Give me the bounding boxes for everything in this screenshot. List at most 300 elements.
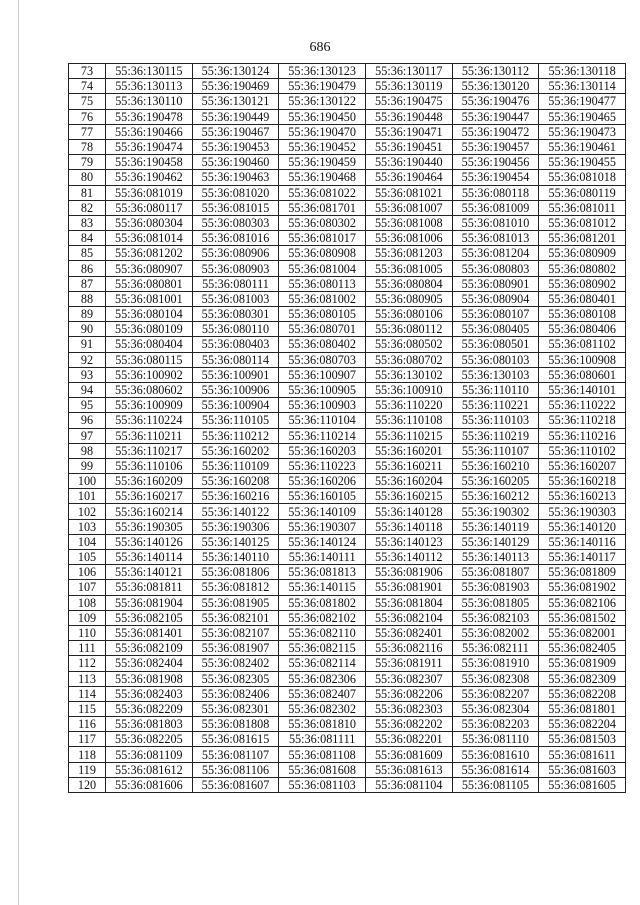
cadastral-number-cell: 55:36:110218 bbox=[539, 413, 626, 428]
cadastral-number-cell: 55:36:081203 bbox=[365, 246, 452, 261]
cadastral-number-cell: 55:36:110224 bbox=[106, 413, 193, 428]
cadastral-number-cell: 55:36:130118 bbox=[539, 64, 626, 79]
cadastral-number-cell: 55:36:080801 bbox=[106, 276, 193, 291]
row-number-cell: 90 bbox=[69, 322, 106, 337]
table-row bbox=[69, 322, 626, 337]
cadastral-number-cell: 55:36:190471 bbox=[365, 124, 452, 139]
cadastral-number-cell: 55:36:190475 bbox=[365, 94, 452, 109]
cadastral-number-cell: 55:36:140122 bbox=[192, 504, 279, 519]
cadastral-number-cell: 55:36:081002 bbox=[279, 291, 366, 306]
cadastral-number-cell: 55:36:080107 bbox=[452, 307, 539, 322]
cadastral-number-cell: 55:36:160213 bbox=[539, 489, 626, 504]
cadastral-number-cell: 55:36:160206 bbox=[279, 474, 366, 489]
cadastral-number-cell: 55:36:082307 bbox=[365, 671, 452, 686]
table-row bbox=[69, 124, 626, 139]
row-number-cell: 80 bbox=[69, 170, 106, 185]
cadastral-number-cell: 55:36:080117 bbox=[106, 200, 193, 215]
cadastral-number-cell: 55:36:082205 bbox=[106, 732, 193, 747]
cadastral-number-cell: 55:36:080119 bbox=[539, 185, 626, 200]
cadastral-number-cell: 55:36:190450 bbox=[279, 109, 366, 124]
table-row bbox=[69, 170, 626, 185]
cadastral-number-cell: 55:36:160218 bbox=[539, 474, 626, 489]
cadastral-number-cell: 55:36:080904 bbox=[452, 291, 539, 306]
cadastral-number-cell: 55:36:081612 bbox=[106, 762, 193, 777]
table-row bbox=[69, 686, 626, 701]
row-number-cell: 94 bbox=[69, 382, 106, 397]
cadastral-number-cell: 55:36:082302 bbox=[279, 701, 366, 716]
cadastral-number-cell: 55:36:080111 bbox=[192, 276, 279, 291]
cadastral-number-cell: 55:36:080303 bbox=[192, 215, 279, 230]
cadastral-number-cell: 55:36:082106 bbox=[539, 595, 626, 610]
row-number-cell: 76 bbox=[69, 109, 106, 124]
table-row bbox=[69, 580, 626, 595]
cadastral-number-cell: 55:36:081020 bbox=[192, 185, 279, 200]
cadastral-number-cell: 55:36:081110 bbox=[452, 732, 539, 747]
row-number-cell: 119 bbox=[69, 762, 106, 777]
cadastral-number-cell: 55:36:160205 bbox=[452, 474, 539, 489]
row-number-cell: 117 bbox=[69, 732, 106, 747]
cadastral-number-cell: 55:36:080103 bbox=[452, 352, 539, 367]
table-row bbox=[69, 762, 626, 777]
cadastral-number-cell: 55:36:140129 bbox=[452, 534, 539, 549]
cadastral-number-cell: 55:36:082103 bbox=[452, 610, 539, 625]
cadastral-number-cell: 55:36:190440 bbox=[365, 155, 452, 170]
cadastral-number-cell: 55:36:081908 bbox=[106, 671, 193, 686]
row-number-cell: 85 bbox=[69, 246, 106, 261]
cadastral-number-cell: 55:36:110105 bbox=[192, 413, 279, 428]
cadastral-number-cell: 55:36:080401 bbox=[539, 291, 626, 306]
cadastral-number-cell: 55:36:081021 bbox=[365, 185, 452, 200]
cadastral-number-cell: 55:36:082101 bbox=[192, 610, 279, 625]
table-row bbox=[69, 155, 626, 170]
row-number-cell: 110 bbox=[69, 625, 106, 640]
row-number-cell: 120 bbox=[69, 777, 106, 792]
cadastral-number-cell: 55:36:160105 bbox=[279, 489, 366, 504]
cadastral-number-cell: 55:36:160202 bbox=[192, 443, 279, 458]
cadastral-number-cell: 55:36:080402 bbox=[279, 337, 366, 352]
cadastral-number-cell: 55:36:100909 bbox=[106, 398, 193, 413]
cadastral-number-cell: 55:36:160201 bbox=[365, 443, 452, 458]
cadastral-number-cell: 55:36:081012 bbox=[539, 215, 626, 230]
cadastral-number-cell: 55:36:190474 bbox=[106, 139, 193, 154]
cadastral-number-cell: 55:36:160208 bbox=[192, 474, 279, 489]
cadastral-number-cell: 55:36:100901 bbox=[192, 367, 279, 382]
table-row bbox=[69, 94, 626, 109]
cadastral-number-cell: 55:36:140112 bbox=[365, 550, 452, 565]
cadastral-number-cell: 55:36:140120 bbox=[539, 519, 626, 534]
row-number-cell: 92 bbox=[69, 352, 106, 367]
cadastral-number-cell: 55:36:080902 bbox=[539, 276, 626, 291]
row-number-cell: 104 bbox=[69, 534, 106, 549]
cadastral-number-cell: 55:36:100902 bbox=[106, 367, 193, 382]
cadastral-number-cell: 55:36:190469 bbox=[192, 79, 279, 94]
cadastral-number-cell: 55:36:130117 bbox=[365, 64, 452, 79]
table-row bbox=[69, 595, 626, 610]
cadastral-number-cell: 55:36:140119 bbox=[452, 519, 539, 534]
cadastral-number-cell: 55:36:190478 bbox=[106, 109, 193, 124]
cadastral-number-cell: 55:36:110211 bbox=[106, 428, 193, 443]
cadastral-number-cell: 55:36:080905 bbox=[365, 291, 452, 306]
cadastral-number-cell: 55:36:130124 bbox=[192, 64, 279, 79]
cadastral-number-cell: 55:36:082206 bbox=[365, 686, 452, 701]
cadastral-number-cell: 55:36:081103 bbox=[279, 777, 366, 792]
table-row bbox=[69, 489, 626, 504]
cadastral-number-cell: 55:36:082107 bbox=[192, 625, 279, 640]
table-row bbox=[69, 732, 626, 747]
cadastral-number-cell: 55:36:082105 bbox=[106, 610, 193, 625]
table-row bbox=[69, 565, 626, 580]
row-number-cell: 103 bbox=[69, 519, 106, 534]
cadastral-number-cell: 55:36:080906 bbox=[192, 246, 279, 261]
cadastral-number-cell: 55:36:110103 bbox=[452, 413, 539, 428]
cadastral-number-table bbox=[68, 63, 626, 793]
cadastral-number-cell: 55:36:190448 bbox=[365, 109, 452, 124]
table-row bbox=[69, 276, 626, 291]
row-number-cell: 113 bbox=[69, 671, 106, 686]
row-number-cell: 74 bbox=[69, 79, 106, 94]
cadastral-number-cell: 55:36:190302 bbox=[452, 504, 539, 519]
cadastral-number-cell: 55:36:130103 bbox=[452, 367, 539, 382]
cadastral-number-cell: 55:36:082407 bbox=[279, 686, 366, 701]
cadastral-number-cell: 55:36:080109 bbox=[106, 322, 193, 337]
cadastral-number-cell: 55:36:190447 bbox=[452, 109, 539, 124]
row-number-cell: 82 bbox=[69, 200, 106, 215]
cadastral-number-cell: 55:36:110212 bbox=[192, 428, 279, 443]
cadastral-number-cell: 55:36:080108 bbox=[539, 307, 626, 322]
table-row bbox=[69, 747, 626, 762]
cadastral-number-cell: 55:36:082104 bbox=[365, 610, 452, 625]
cadastral-number-cell: 55:36:190460 bbox=[192, 155, 279, 170]
cadastral-number-cell: 55:36:190476 bbox=[452, 94, 539, 109]
cadastral-number-cell: 55:36:130120 bbox=[452, 79, 539, 94]
cadastral-number-cell: 55:36:082303 bbox=[365, 701, 452, 716]
table-row bbox=[69, 641, 626, 656]
cadastral-number-cell: 55:36:081014 bbox=[106, 231, 193, 246]
cadastral-number-cell: 55:36:082208 bbox=[539, 686, 626, 701]
cadastral-number-cell: 55:36:082109 bbox=[106, 641, 193, 656]
cadastral-number-cell: 55:36:130102 bbox=[365, 367, 452, 382]
cadastral-number-cell: 55:36:080302 bbox=[279, 215, 366, 230]
cadastral-number-cell: 55:36:081810 bbox=[279, 717, 366, 732]
cadastral-number-cell: 55:36:081610 bbox=[452, 747, 539, 762]
cadastral-number-cell: 55:36:081015 bbox=[192, 200, 279, 215]
cadastral-number-cell: 55:36:160209 bbox=[106, 474, 193, 489]
table-row bbox=[69, 79, 626, 94]
cadastral-number-cell: 55:36:080301 bbox=[192, 307, 279, 322]
table-row bbox=[69, 413, 626, 428]
cadastral-number-cell: 55:36:080104 bbox=[106, 307, 193, 322]
cadastral-number-cell: 55:36:081907 bbox=[192, 641, 279, 656]
cadastral-number-cell: 55:36:082404 bbox=[106, 656, 193, 671]
cadastral-number-cell: 55:36:081611 bbox=[539, 747, 626, 762]
cadastral-number-cell: 55:36:080106 bbox=[365, 307, 452, 322]
cadastral-number-cell: 55:36:080113 bbox=[279, 276, 366, 291]
cadastral-number-cell: 55:36:110220 bbox=[365, 398, 452, 413]
cadastral-number-cell: 55:36:081106 bbox=[192, 762, 279, 777]
cadastral-number-cell: 55:36:082209 bbox=[106, 701, 193, 716]
row-number-cell: 107 bbox=[69, 580, 106, 595]
cadastral-number-cell: 55:36:081904 bbox=[106, 595, 193, 610]
cadastral-number-cell: 55:36:081811 bbox=[106, 580, 193, 595]
cadastral-number-cell: 55:36:082114 bbox=[279, 656, 366, 671]
cadastral-number-cell: 55:36:190466 bbox=[106, 124, 193, 139]
cadastral-number-cell: 55:36:081005 bbox=[365, 261, 452, 276]
cadastral-number-cell: 55:36:080907 bbox=[106, 261, 193, 276]
cadastral-number-cell: 55:36:140123 bbox=[365, 534, 452, 549]
table-row bbox=[69, 550, 626, 565]
cadastral-number-cell: 55:36:140118 bbox=[365, 519, 452, 534]
table-row bbox=[69, 701, 626, 716]
cadastral-number-cell: 55:36:081104 bbox=[365, 777, 452, 792]
cadastral-number-cell: 55:36:082203 bbox=[452, 717, 539, 732]
cadastral-number-cell: 55:36:081013 bbox=[452, 231, 539, 246]
cadastral-number-cell: 55:36:081107 bbox=[192, 747, 279, 762]
cadastral-number-cell: 55:36:190472 bbox=[452, 124, 539, 139]
cadastral-number-cell: 55:36:081809 bbox=[539, 565, 626, 580]
cadastral-number-cell: 55:36:081906 bbox=[365, 565, 452, 580]
cadastral-number-cell: 55:36:160216 bbox=[192, 489, 279, 504]
cadastral-number-cell: 55:36:080702 bbox=[365, 352, 452, 367]
row-number-cell: 89 bbox=[69, 307, 106, 322]
row-number-cell: 79 bbox=[69, 155, 106, 170]
table-row bbox=[69, 231, 626, 246]
cadastral-number-cell: 55:36:081603 bbox=[539, 762, 626, 777]
cadastral-number-cell: 55:36:130121 bbox=[192, 94, 279, 109]
cadastral-number-cell: 55:36:081606 bbox=[106, 777, 193, 792]
table-row bbox=[69, 428, 626, 443]
cadastral-number-cell: 55:36:080118 bbox=[452, 185, 539, 200]
cadastral-number-cell: 55:36:081807 bbox=[452, 565, 539, 580]
cadastral-number-cell: 55:36:082304 bbox=[452, 701, 539, 716]
cadastral-number-cell: 55:36:081802 bbox=[279, 595, 366, 610]
cadastral-number-cell: 55:36:100908 bbox=[539, 352, 626, 367]
table-row bbox=[69, 185, 626, 200]
table-row bbox=[69, 246, 626, 261]
cadastral-number-cell: 55:36:081006 bbox=[365, 231, 452, 246]
cadastral-number-cell: 55:36:081804 bbox=[365, 595, 452, 610]
cadastral-number-cell: 55:36:080602 bbox=[106, 382, 193, 397]
cadastral-number-cell: 55:36:140113 bbox=[452, 550, 539, 565]
table-row bbox=[69, 504, 626, 519]
cadastral-number-cell: 55:36:081605 bbox=[539, 777, 626, 792]
cadastral-number-cell: 55:36:140101 bbox=[539, 382, 626, 397]
cadastral-number-cell: 55:36:110221 bbox=[452, 398, 539, 413]
cadastral-number-cell: 55:36:110223 bbox=[279, 458, 366, 473]
cadastral-number-cell: 55:36:081910 bbox=[452, 656, 539, 671]
row-number-cell: 112 bbox=[69, 656, 106, 671]
cadastral-number-cell: 55:36:100903 bbox=[279, 398, 366, 413]
cadastral-number-cell: 55:36:160203 bbox=[279, 443, 366, 458]
row-number-cell: 75 bbox=[69, 94, 106, 109]
cadastral-number-cell: 55:36:082402 bbox=[192, 656, 279, 671]
cadastral-number-cell: 55:36:081017 bbox=[279, 231, 366, 246]
table-body bbox=[69, 64, 626, 793]
cadastral-number-cell: 55:36:081803 bbox=[106, 717, 193, 732]
cadastral-number-cell: 55:36:081105 bbox=[452, 777, 539, 792]
cadastral-number-cell: 55:36:190452 bbox=[279, 139, 366, 154]
cadastral-number-cell: 55:36:140115 bbox=[279, 580, 366, 595]
table-row bbox=[69, 777, 626, 792]
table-row bbox=[69, 261, 626, 276]
row-number-cell: 115 bbox=[69, 701, 106, 716]
cadastral-number-cell: 55:36:080115 bbox=[106, 352, 193, 367]
cadastral-number-cell: 55:36:081008 bbox=[365, 215, 452, 230]
cadastral-number-cell: 55:36:140109 bbox=[279, 504, 366, 519]
row-number-cell: 99 bbox=[69, 458, 106, 473]
cadastral-number-cell: 55:36:190462 bbox=[106, 170, 193, 185]
cadastral-number-cell: 55:36:110106 bbox=[106, 458, 193, 473]
cadastral-number-cell: 55:36:080405 bbox=[452, 322, 539, 337]
cadastral-number-cell: 55:36:080105 bbox=[279, 307, 366, 322]
cadastral-number-cell: 55:36:082306 bbox=[279, 671, 366, 686]
cadastral-number-cell: 55:36:080802 bbox=[539, 261, 626, 276]
cadastral-number-cell: 55:36:190468 bbox=[279, 170, 366, 185]
table-row bbox=[69, 64, 626, 79]
cadastral-number-cell: 55:36:140110 bbox=[192, 550, 279, 565]
cadastral-number-cell: 55:36:082309 bbox=[539, 671, 626, 686]
table-row bbox=[69, 474, 626, 489]
cadastral-number-cell: 55:36:080404 bbox=[106, 337, 193, 352]
table-row bbox=[69, 307, 626, 322]
table-row bbox=[69, 337, 626, 352]
cadastral-number-cell: 55:36:081905 bbox=[192, 595, 279, 610]
cadastral-number-cell: 55:36:082403 bbox=[106, 686, 193, 701]
row-number-cell: 83 bbox=[69, 215, 106, 230]
cadastral-number-cell: 55:36:081019 bbox=[106, 185, 193, 200]
cadastral-number-cell: 55:36:190470 bbox=[279, 124, 366, 139]
cadastral-number-cell: 55:36:082401 bbox=[365, 625, 452, 640]
cadastral-number-cell: 55:36:190457 bbox=[452, 139, 539, 154]
cadastral-number-cell: 55:36:190453 bbox=[192, 139, 279, 154]
cadastral-number-cell: 55:36:081609 bbox=[365, 747, 452, 762]
cadastral-number-cell: 55:36:080406 bbox=[539, 322, 626, 337]
row-number-cell: 96 bbox=[69, 413, 106, 428]
cadastral-number-cell: 55:36:081004 bbox=[279, 261, 366, 276]
cadastral-number-cell: 55:36:081111 bbox=[279, 732, 366, 747]
cadastral-number-cell: 55:36:081018 bbox=[539, 170, 626, 185]
cadastral-number-cell: 55:36:081401 bbox=[106, 625, 193, 640]
cadastral-number-cell: 55:36:081902 bbox=[539, 580, 626, 595]
cadastral-number-cell: 55:36:110108 bbox=[365, 413, 452, 428]
cadastral-number-cell: 55:36:081003 bbox=[192, 291, 279, 306]
cadastral-number-cell: 55:36:081614 bbox=[452, 762, 539, 777]
cadastral-number-cell: 55:36:080502 bbox=[365, 337, 452, 352]
cadastral-number-cell: 55:36:081010 bbox=[452, 215, 539, 230]
cadastral-number-cell: 55:36:081001 bbox=[106, 291, 193, 306]
cadastral-number-cell: 55:36:081201 bbox=[539, 231, 626, 246]
cadastral-number-cell: 55:36:190303 bbox=[539, 504, 626, 519]
row-number-cell: 105 bbox=[69, 550, 106, 565]
table-row bbox=[69, 625, 626, 640]
cadastral-number-cell: 55:36:081806 bbox=[192, 565, 279, 580]
cadastral-number-cell: 55:36:082308 bbox=[452, 671, 539, 686]
row-number-cell: 109 bbox=[69, 610, 106, 625]
cadastral-number-cell: 55:36:081022 bbox=[279, 185, 366, 200]
cadastral-number-cell: 55:36:081801 bbox=[539, 701, 626, 716]
page-number: 686 bbox=[309, 40, 331, 55]
cadastral-number-cell: 55:36:160214 bbox=[106, 504, 193, 519]
cadastral-number-cell: 55:36:081813 bbox=[279, 565, 366, 580]
cadastral-number-cell: 55:36:140114 bbox=[106, 550, 193, 565]
cadastral-number-cell: 55:36:130114 bbox=[539, 79, 626, 94]
cadastral-number-cell: 55:36:110217 bbox=[106, 443, 193, 458]
cadastral-number-cell: 55:36:190479 bbox=[279, 79, 366, 94]
cadastral-number-cell: 55:36:081011 bbox=[539, 200, 626, 215]
cadastral-number-cell: 55:36:082207 bbox=[452, 686, 539, 701]
table-row bbox=[69, 200, 626, 215]
table-row bbox=[69, 139, 626, 154]
cadastral-number-cell: 55:36:130122 bbox=[279, 94, 366, 109]
cadastral-number-cell: 55:36:082406 bbox=[192, 686, 279, 701]
row-number-cell: 114 bbox=[69, 686, 106, 701]
table-row bbox=[69, 717, 626, 732]
row-number-cell: 84 bbox=[69, 231, 106, 246]
row-number-cell: 102 bbox=[69, 504, 106, 519]
cadastral-number-cell: 55:36:081812 bbox=[192, 580, 279, 595]
cadastral-number-cell: 55:36:081805 bbox=[452, 595, 539, 610]
cadastral-number-cell: 55:36:190464 bbox=[365, 170, 452, 185]
cadastral-number-cell: 55:36:190306 bbox=[192, 519, 279, 534]
cadastral-number-cell: 55:36:080601 bbox=[539, 367, 626, 382]
cadastral-number-cell: 55:36:100905 bbox=[279, 382, 366, 397]
cadastral-number-cell: 55:36:190305 bbox=[106, 519, 193, 534]
cadastral-number-cell: 55:36:081007 bbox=[365, 200, 452, 215]
table-row bbox=[69, 656, 626, 671]
cadastral-number-cell: 55:36:080114 bbox=[192, 352, 279, 367]
cadastral-number-cell: 55:36:140121 bbox=[106, 565, 193, 580]
row-number-cell: 91 bbox=[69, 337, 106, 352]
row-number-cell: 78 bbox=[69, 139, 106, 154]
cadastral-number-cell: 55:36:081901 bbox=[365, 580, 452, 595]
row-number-cell: 77 bbox=[69, 124, 106, 139]
cadastral-number-cell: 55:36:140124 bbox=[279, 534, 366, 549]
cadastral-number-cell: 55:36:190307 bbox=[279, 519, 366, 534]
cadastral-number-cell: 55:36:082301 bbox=[192, 701, 279, 716]
table-row bbox=[69, 398, 626, 413]
cadastral-number-cell: 55:36:081808 bbox=[192, 717, 279, 732]
cadastral-number-cell: 55:36:160210 bbox=[452, 458, 539, 473]
cadastral-number-cell: 55:36:081903 bbox=[452, 580, 539, 595]
cadastral-number-cell: 55:36:130123 bbox=[279, 64, 366, 79]
cadastral-number-cell: 55:36:081607 bbox=[192, 777, 279, 792]
row-number-cell: 106 bbox=[69, 565, 106, 580]
cadastral-number-cell: 55:36:081109 bbox=[106, 747, 193, 762]
cadastral-number-cell: 55:36:081613 bbox=[365, 762, 452, 777]
cadastral-number-cell: 55:36:080804 bbox=[365, 276, 452, 291]
cadastral-number-cell: 55:36:190449 bbox=[192, 109, 279, 124]
row-number-cell: 88 bbox=[69, 291, 106, 306]
cadastral-number-cell: 55:36:190467 bbox=[192, 124, 279, 139]
row-number-cell: 87 bbox=[69, 276, 106, 291]
cadastral-number-cell: 55:36:190465 bbox=[539, 109, 626, 124]
row-number-cell: 81 bbox=[69, 185, 106, 200]
cadastral-number-cell: 55:36:130115 bbox=[106, 64, 193, 79]
cadastral-number-cell: 55:36:100907 bbox=[279, 367, 366, 382]
cadastral-number-cell: 55:36:190477 bbox=[539, 94, 626, 109]
cadastral-number-cell: 55:36:130112 bbox=[452, 64, 539, 79]
cadastral-number-cell: 55:36:081503 bbox=[539, 732, 626, 747]
row-number-cell: 95 bbox=[69, 398, 106, 413]
row-number-cell: 86 bbox=[69, 261, 106, 276]
cadastral-number-cell: 55:36:130113 bbox=[106, 79, 193, 94]
cadastral-number-cell: 55:36:190473 bbox=[539, 124, 626, 139]
row-number-cell: 111 bbox=[69, 641, 106, 656]
cadastral-number-cell: 55:36:110215 bbox=[365, 428, 452, 443]
cadastral-number-cell: 55:36:081911 bbox=[365, 656, 452, 671]
row-number-cell: 108 bbox=[69, 595, 106, 610]
cadastral-number-cell: 55:36:081102 bbox=[539, 337, 626, 352]
cadastral-number-cell: 55:36:080903 bbox=[192, 261, 279, 276]
